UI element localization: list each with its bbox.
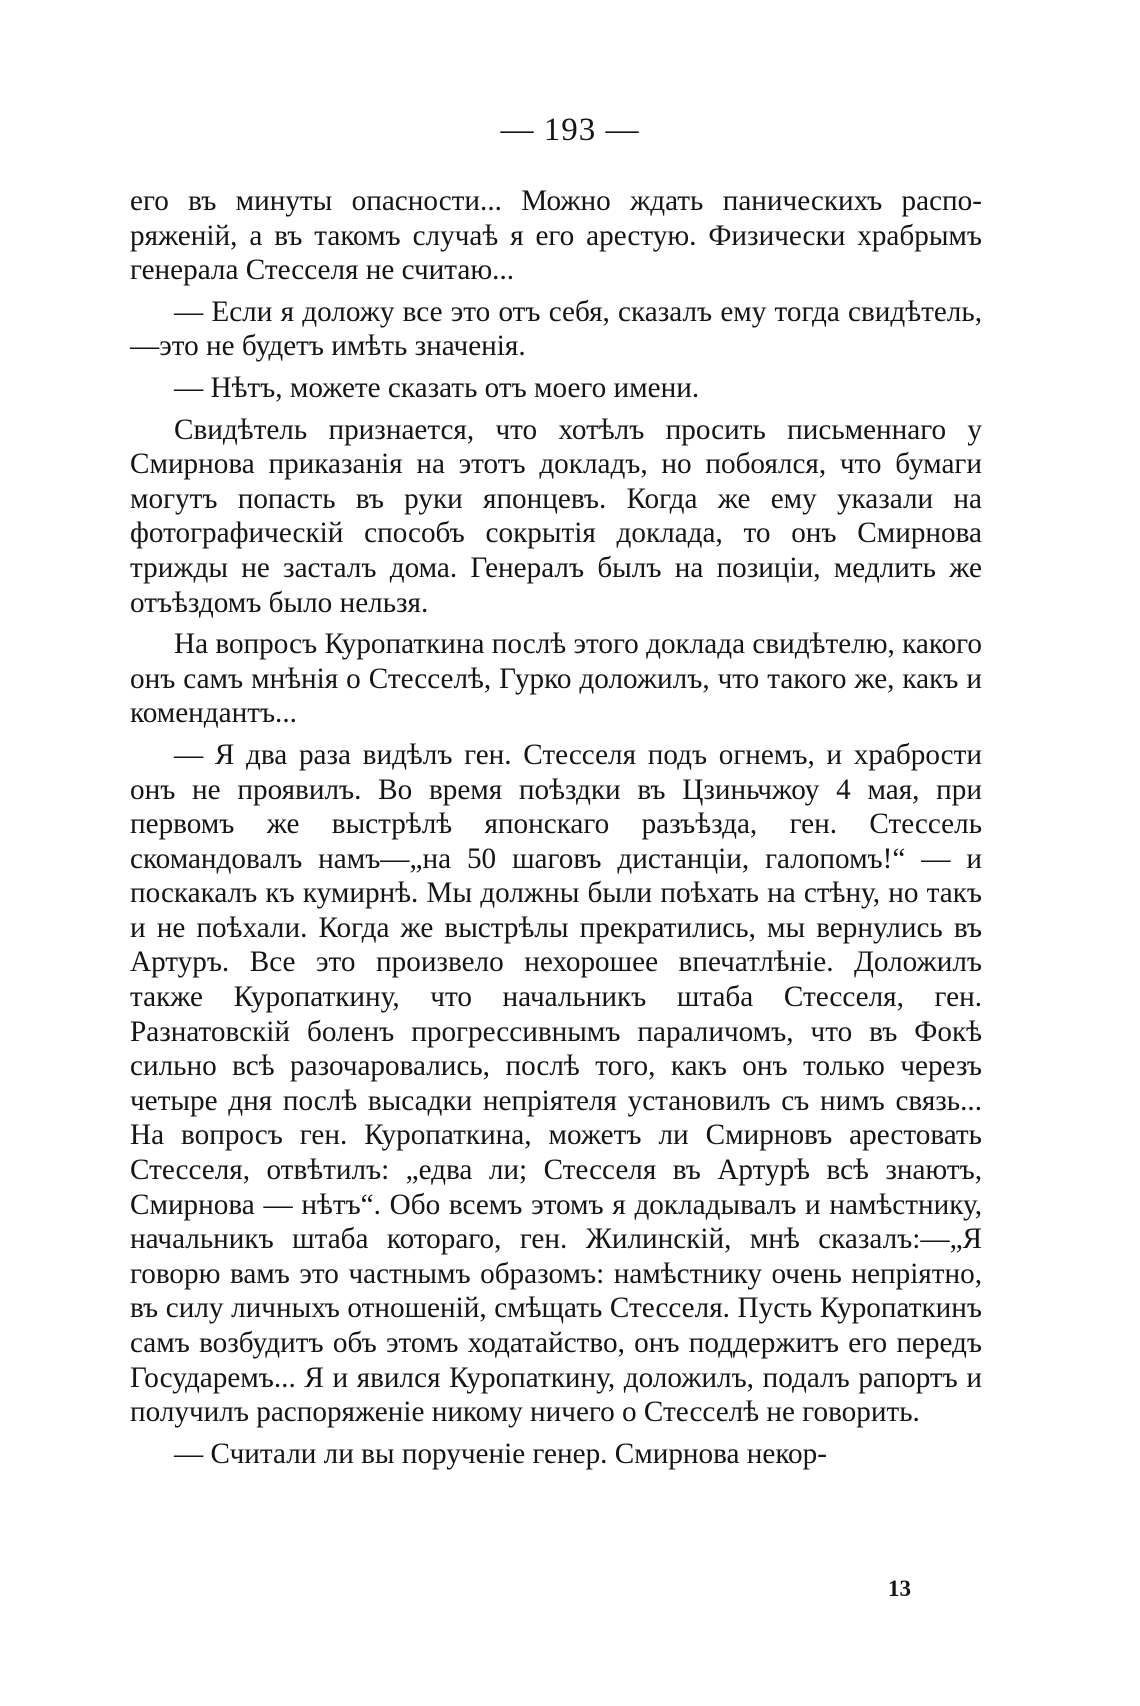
paragraph-1: его въ минуты опасности... Можно ждать паническихъ распоряженій, а въ такомъ случаѣ я его арестую. Физически храбрымъ генерала Стесселя не считаю...: [130, 185, 982, 287]
paragraph-6: — Я два раза видѣлъ ген. Стесселя подъ огнемъ, и храбрости онъ не проявилъ. Во время поѣздки въ Цзиньчжоу 4 мая, при первомъ же выстрѣлѣ японскаго разъѣзда, ген. Стессель скомандовалъ намъ—„на 50 шаговъ дистанціи, галопомъ!“ — и поскакалъ къ кумирнѣ. Мы должны были поѣхать на стѣну, но такъ и не поѣхали. Когда же выстрѣлы прекратились, мы вернулись въ Артуръ. Все это произвело нехорошее впечатлѣніе. Доложилъ также Куропаткину, что начальникъ штаба Стесселя, ген. Разнатовскій боленъ прогрессивнымъ параличомъ, что въ Фокѣ сильно всѣ разочаровались, послѣ того, какъ онъ только черезъ четыре дня послѣ высадки непріятеля установилъ съ нимъ связь... На вопросъ ген. Куропаткина, можетъ ли Смирновъ арестовать Стесселя, отвѣтилъ: „едва ли; Стесселя въ Артурѣ всѣ знаютъ, Смирнова — нѣтъ“. Обо всемъ этомъ я докладывалъ и намѣстнику, начальникъ штаба котораго, ген. Жилинскій, мнѣ сказалъ:—„Я говорю вамъ это частнымъ образомъ: намѣстнику очень непріятно, въ силу личныхъ отношеній, смѣщать Стесселя. Пусть Куропаткинъ самъ возбудитъ объ этомъ ходатайство, онъ поддержитъ его передъ Государемъ... Я и явился Куропаткину, доложилъ, подалъ рапортъ и получилъ распоряженіе никому ничего о Стесселѣ не говорить.: [130, 738, 982, 1429]
paragraph-2: — Если я доложу все это отъ себя, сказалъ ему тогда свидѣтель,—это не будетъ имѣть значенія.: [130, 295, 982, 363]
signature-mark: 13: [888, 1576, 911, 1601]
paragraph-5: На вопросъ Куропаткина послѣ этого доклада свидѣтелю, какого онъ самъ мнѣнія о Стесселѣ, Гурко доложилъ, что такого же, какъ и комендантъ...: [130, 628, 982, 730]
paragraph-3: — Нѣтъ, можете сказать отъ моего имени.: [174, 371, 700, 404]
paragraph-4: Свидѣтель признается, что хотѣлъ просить письменнаго у Смирнова приказанія на этотъ докладъ, но побоялся, что бумаги могутъ попасть въ руки японцевъ. Когда же ему указали на фотографическій способъ сокрытія доклада, то онъ Смирнова трижды не засталъ дома. Генералъ былъ на позиціи, медлить же отъѣздомъ было нельзя.: [130, 413, 982, 619]
body-text: [130, 184, 982, 1478]
page-number: — 193 —: [500, 112, 640, 148]
paragraph-7: — Считали ли вы порученіе генер. Смирнова некор-: [174, 1437, 827, 1470]
